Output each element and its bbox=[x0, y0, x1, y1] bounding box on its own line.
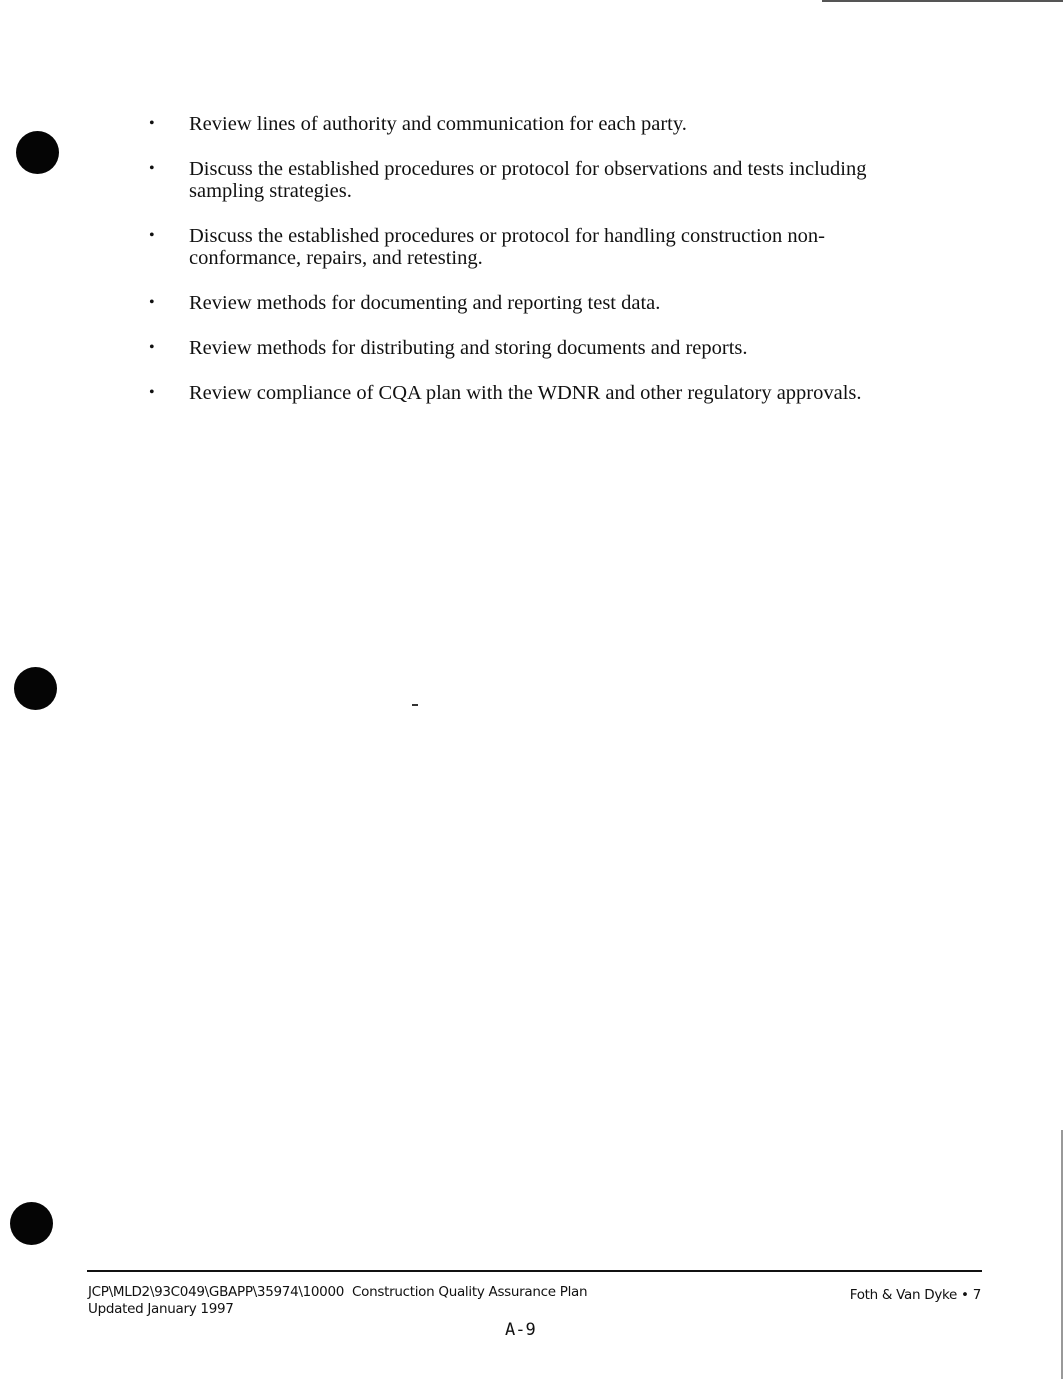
list-item bbox=[140, 382, 920, 404]
footer-file-path: JCP\MLD2\93C049\GBAPP\35974\10000 bbox=[88, 1284, 345, 1300]
list-item bbox=[140, 292, 920, 314]
punch-hole-middle bbox=[14, 667, 57, 710]
bullet-icon: • bbox=[149, 160, 155, 177]
list-item-text: Discuss the established procedures or protocol for handling construction non- bbox=[189, 225, 825, 247]
list-item bbox=[140, 337, 920, 359]
list-item-text: Review methods for distributing and storing documents and reports. bbox=[189, 337, 748, 359]
list-item-text: Review compliance of CQA plan with the WDNR and other regulatory approvals. bbox=[189, 382, 862, 404]
bullet-icon: • bbox=[149, 227, 155, 244]
list-item-text: Review lines of authority and communication for each party. bbox=[189, 113, 687, 135]
stray-scan-mark bbox=[412, 704, 418, 706]
punch-hole-bottom bbox=[10, 1202, 53, 1245]
review-bullet-list bbox=[140, 113, 920, 427]
list-item-text-continued: conformance, repairs, and retesting. bbox=[189, 247, 483, 269]
list-item-text: Discuss the established procedures or protocol for observations and tests including bbox=[189, 158, 867, 180]
footer-company-page: Foth & Van Dyke • 7 bbox=[849, 1287, 981, 1303]
list-item-text: Review methods for documenting and reporting test data. bbox=[189, 292, 661, 314]
footer-document-title: Construction Quality Assurance Plan bbox=[352, 1284, 588, 1300]
list-item-text-continued: sampling strategies. bbox=[189, 180, 352, 202]
list-item bbox=[140, 225, 920, 269]
footer-path-line bbox=[88, 1284, 587, 1301]
bullet-icon: • bbox=[149, 339, 155, 356]
list-item bbox=[140, 158, 920, 202]
list-item bbox=[140, 113, 920, 135]
bullet-icon: • bbox=[149, 294, 155, 311]
punch-hole-top bbox=[16, 131, 59, 174]
page-label: A-9 bbox=[505, 1320, 536, 1340]
bullet-icon: • bbox=[149, 115, 155, 132]
footer-document-info bbox=[88, 1284, 587, 1318]
footer-divider bbox=[87, 1270, 982, 1272]
footer-updated-date: Updated January 1997 bbox=[88, 1301, 234, 1317]
bullet-icon: • bbox=[149, 384, 155, 401]
top-edge-line bbox=[822, 0, 1063, 2]
